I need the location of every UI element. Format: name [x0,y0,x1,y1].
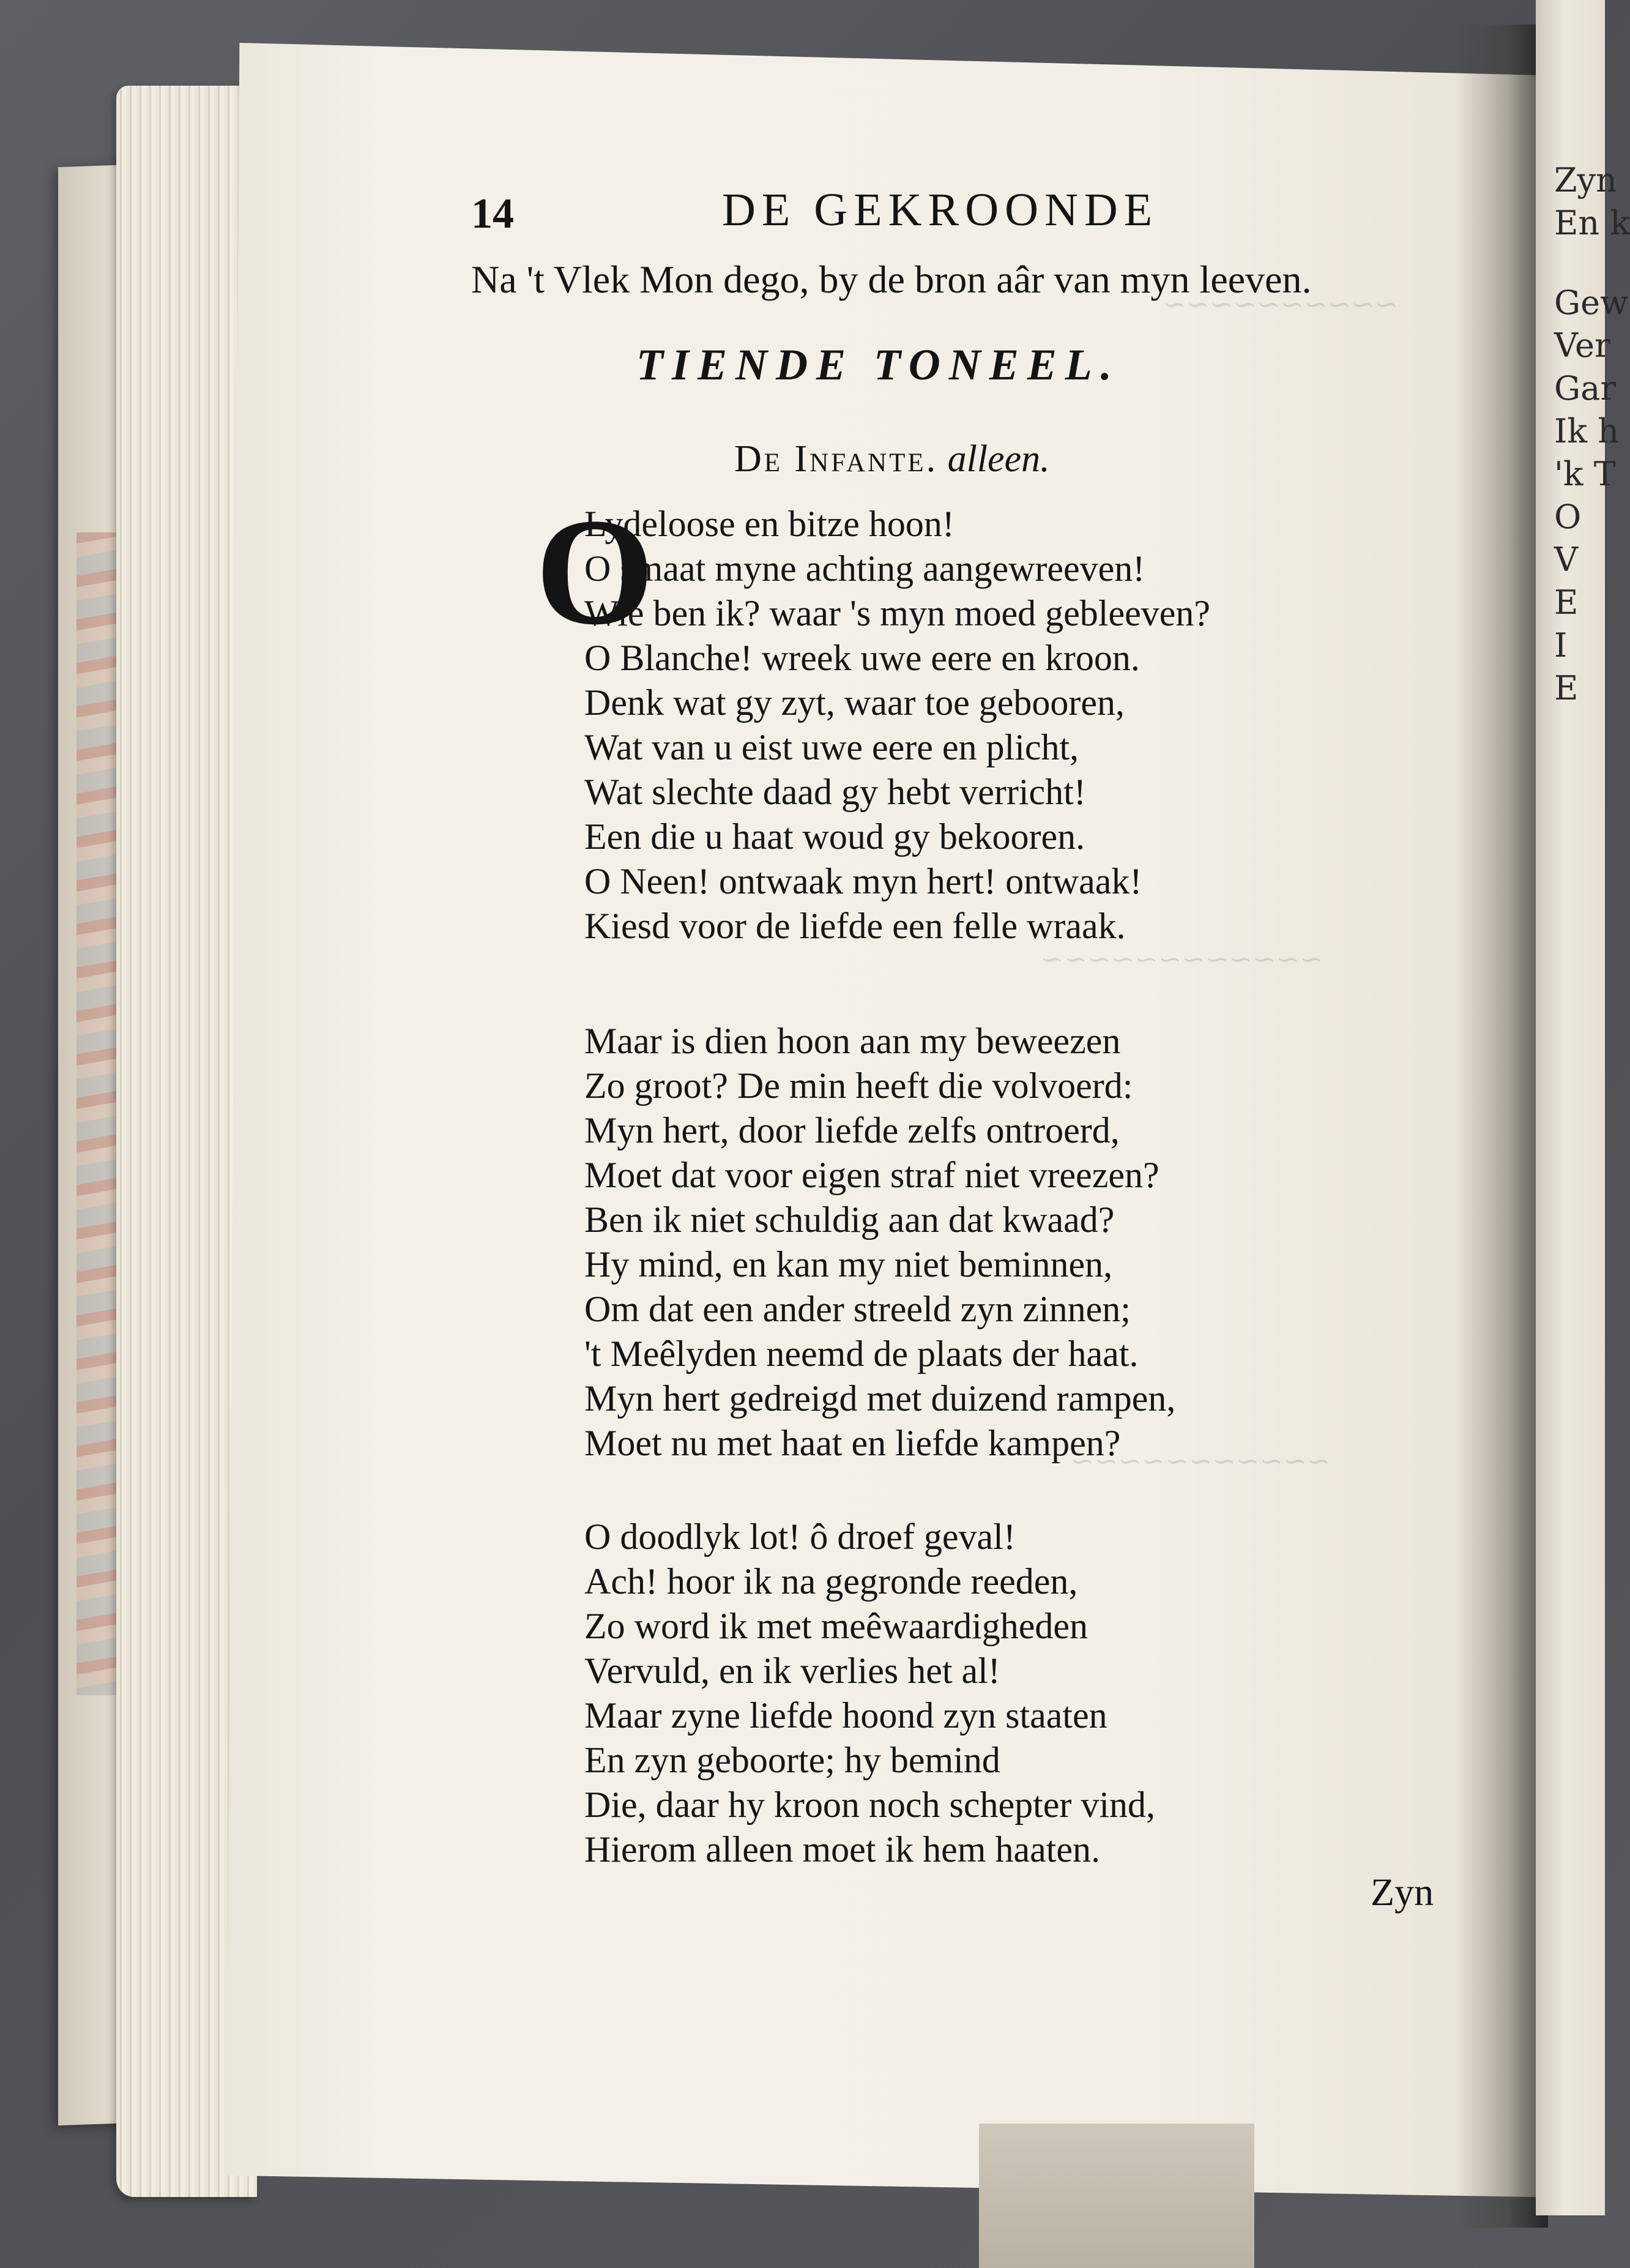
marbled-endpaper [76,532,119,1695]
catchword: Zyn [1371,1870,1434,1914]
verse-line: O smaat myne achting aangewreeven! [584,548,1145,589]
verse-line: Hierom alleen moet ik hem haaten. [584,1829,1101,1870]
scan-patch [979,2124,1254,2268]
verse-line: Maar zyne liefde hoond zyn staaten [584,1695,1107,1736]
verse-line: Om dat een ander streeld zyn zinnen; [584,1289,1131,1329]
verse-line: Die, daar hy kroon noch schepter vind, [584,1785,1156,1825]
verse-line: Wat slechte daad gy hebt verricht! [584,772,1086,812]
facing-page-fragment: I [1554,626,1568,665]
verse-line: Kiesd voor de liefde een felle wraak. [584,906,1126,946]
verse-line: Moet dat voor eigen straf niet vreezen? [584,1155,1159,1195]
verse-line: O Neen! ontwaak myn hert! ontwaak! [584,861,1142,901]
page-number: 14 [471,190,514,237]
drop-cap: O [535,487,655,657]
verse-line: O Blanche! wreek uwe eere en kroon. [584,638,1140,678]
verse-line: Zo word ik met meêwaardigheden [584,1606,1089,1646]
facing-page-fragment: 'k T [1554,455,1616,493]
verse-line: Myn hert gedreigd met duizend rampen, [584,1378,1176,1419]
facing-page-fragment: Gar [1554,369,1617,408]
speaker-heading [734,438,1050,481]
verse-line: Myn hert, door liefde zelfs ontroerd, [584,1110,1120,1151]
verse-line: En zyn geboorte; hy bemind [584,1740,1000,1780]
stanza-2 [584,1019,1441,1466]
facing-page-fragment: Zyn [1554,161,1617,200]
verse-line: Lydeloose en bitze hoon! [584,504,955,544]
bleed-through-text: ~~~~~~~~~~~ [1071,1444,1330,1477]
facing-page-fragment: Ver [1554,326,1610,365]
facing-page-fragment: Ik h [1554,412,1619,450]
verse-line: Zo groot? De min heeft die volvoerd: [584,1065,1133,1106]
facing-page-fragment: En k [1554,204,1630,242]
verse-line: Wie ben ik? waar 's myn moed gebleeven? [584,593,1210,633]
verse-line: Hy mind, en kan my niet beminnen, [584,1244,1113,1285]
verse-line: Vervuld, en ik verlies het al! [584,1651,1000,1691]
verse-line: 't Meêlyden neemd de plaats der haat. [584,1334,1139,1374]
verse-line: Moet nu met haat en liefde kampen? [584,1423,1121,1463]
bleed-through-text: ~~~~~~~~~~ [1163,288,1399,321]
facing-page-fragment: Gew [1554,283,1629,322]
verse-line: Een die u haat woud gy bekooren. [584,816,1085,857]
facing-page-fragment: E [1554,669,1579,707]
verse-line: Ben ik niet schuldig aan dat kwaad? [584,1199,1115,1240]
opening-verse-line: Na 't Vlek Mon dego, by de bron aâr van myn leeven. [471,258,1312,301]
bleed-through-text: ~~~~~~~~~~~~ [1040,942,1323,975]
stanza-1 [584,502,1441,949]
book-gutter [1456,24,1548,2228]
verse-line: O doodlyk lot! ô droef geval! [584,1516,1016,1557]
facing-page-fragment: V [1554,540,1578,579]
facing-page-fragment: O [1554,498,1582,536]
facing-page-fragment: E [1554,583,1579,622]
verse-line: Wat van u eist uwe eere en plicht, [584,727,1079,767]
speaker-name: De Infante. [734,438,939,480]
stanza-3 [584,1515,1441,1872]
verse-line: Denk wat gy zyt, waar toe gebooren, [584,682,1125,723]
scene-title: TIENDE TONEEL. [636,340,1120,389]
running-head: DE GEKROONDE [722,184,1159,236]
stage-direction: alleen. [947,438,1050,480]
verse-line: Ach! hoor ik na gegronde reeden, [584,1561,1078,1602]
verse-line: Maar is dien hoon aan my beweezen [584,1021,1121,1061]
facing-page-fragments [1554,159,1630,710]
